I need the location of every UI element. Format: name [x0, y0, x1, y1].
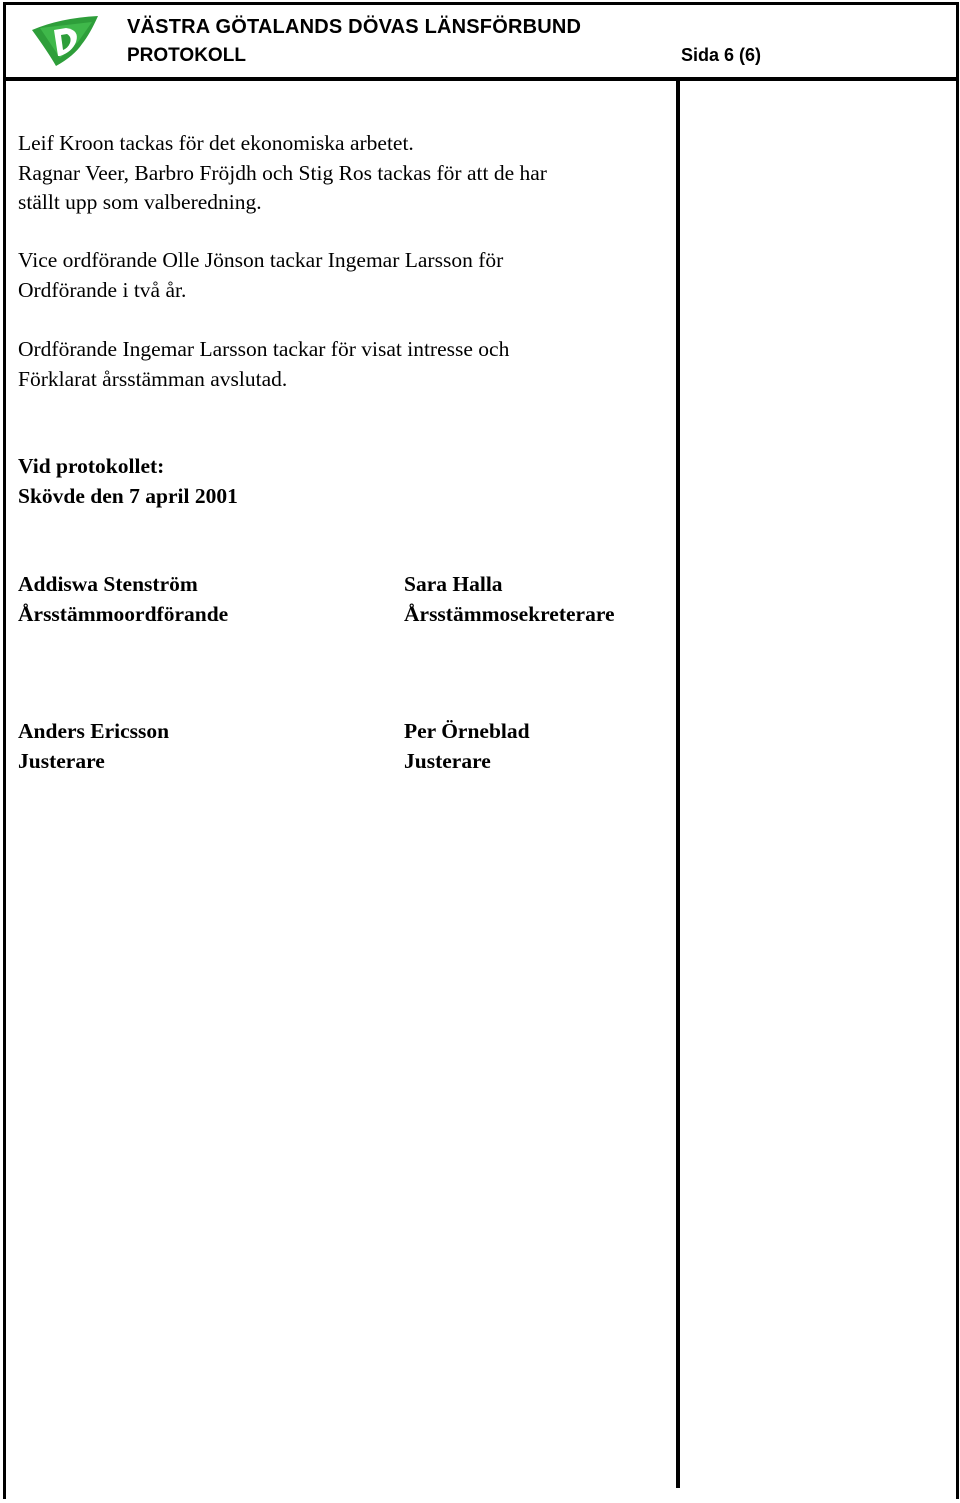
signature-name: Addiswa Stenström	[18, 572, 198, 596]
signature-name: Anders Ericsson	[18, 719, 170, 743]
signature-role: Årsstämmosekreterare	[404, 601, 615, 626]
record-label: Vid protokollet:	[18, 454, 165, 478]
signature-role: Justerare	[404, 748, 491, 773]
margin-divider	[676, 80, 680, 1488]
record-block	[18, 452, 238, 511]
paragraph-closing	[18, 335, 509, 394]
text-line: Ragnar Veer, Barbro Fröjdh och Stig Ros tackas för att de har	[18, 160, 547, 185]
text-line: ställt upp som valberedning.	[18, 190, 262, 214]
signature-name: Per Örneblad	[404, 719, 530, 743]
text-line: Vice ordförande Olle Jönson tackar Ingemar Larsson för	[18, 248, 504, 272]
signature-chair	[18, 570, 228, 629]
organization-name: VÄSTRA GÖTALANDS DÖVAS LÄNSFÖRBUND	[127, 16, 582, 38]
signature-role: Justerare	[18, 748, 105, 773]
paragraph-thanks-economy	[18, 129, 547, 218]
signature-name: Sara Halla	[404, 572, 503, 596]
text-line: Ordförande Ingemar Larsson tackar för visat intresse och	[18, 337, 510, 361]
record-place-date: Skövde den 7 april 2001	[18, 483, 238, 508]
page-number: Sida 6 (6)	[681, 45, 762, 65]
header-divider	[3, 77, 959, 81]
document-type: PROTOKOLL	[127, 45, 246, 66]
text-line: Förklarat årsstämman avslutad.	[18, 366, 288, 391]
green-d-logo-icon	[30, 12, 100, 72]
signature-role: Årsstämmoordförande	[18, 601, 229, 626]
paragraph-vice-chair	[18, 246, 503, 305]
text-line: Leif Kroon tackas för det ekonomiska arbetet.	[18, 131, 414, 155]
text-line: Ordförande i två år.	[18, 277, 187, 302]
signature-adjuster-2	[404, 717, 530, 776]
signature-secretary	[404, 570, 615, 629]
signature-adjuster-1	[18, 717, 169, 776]
